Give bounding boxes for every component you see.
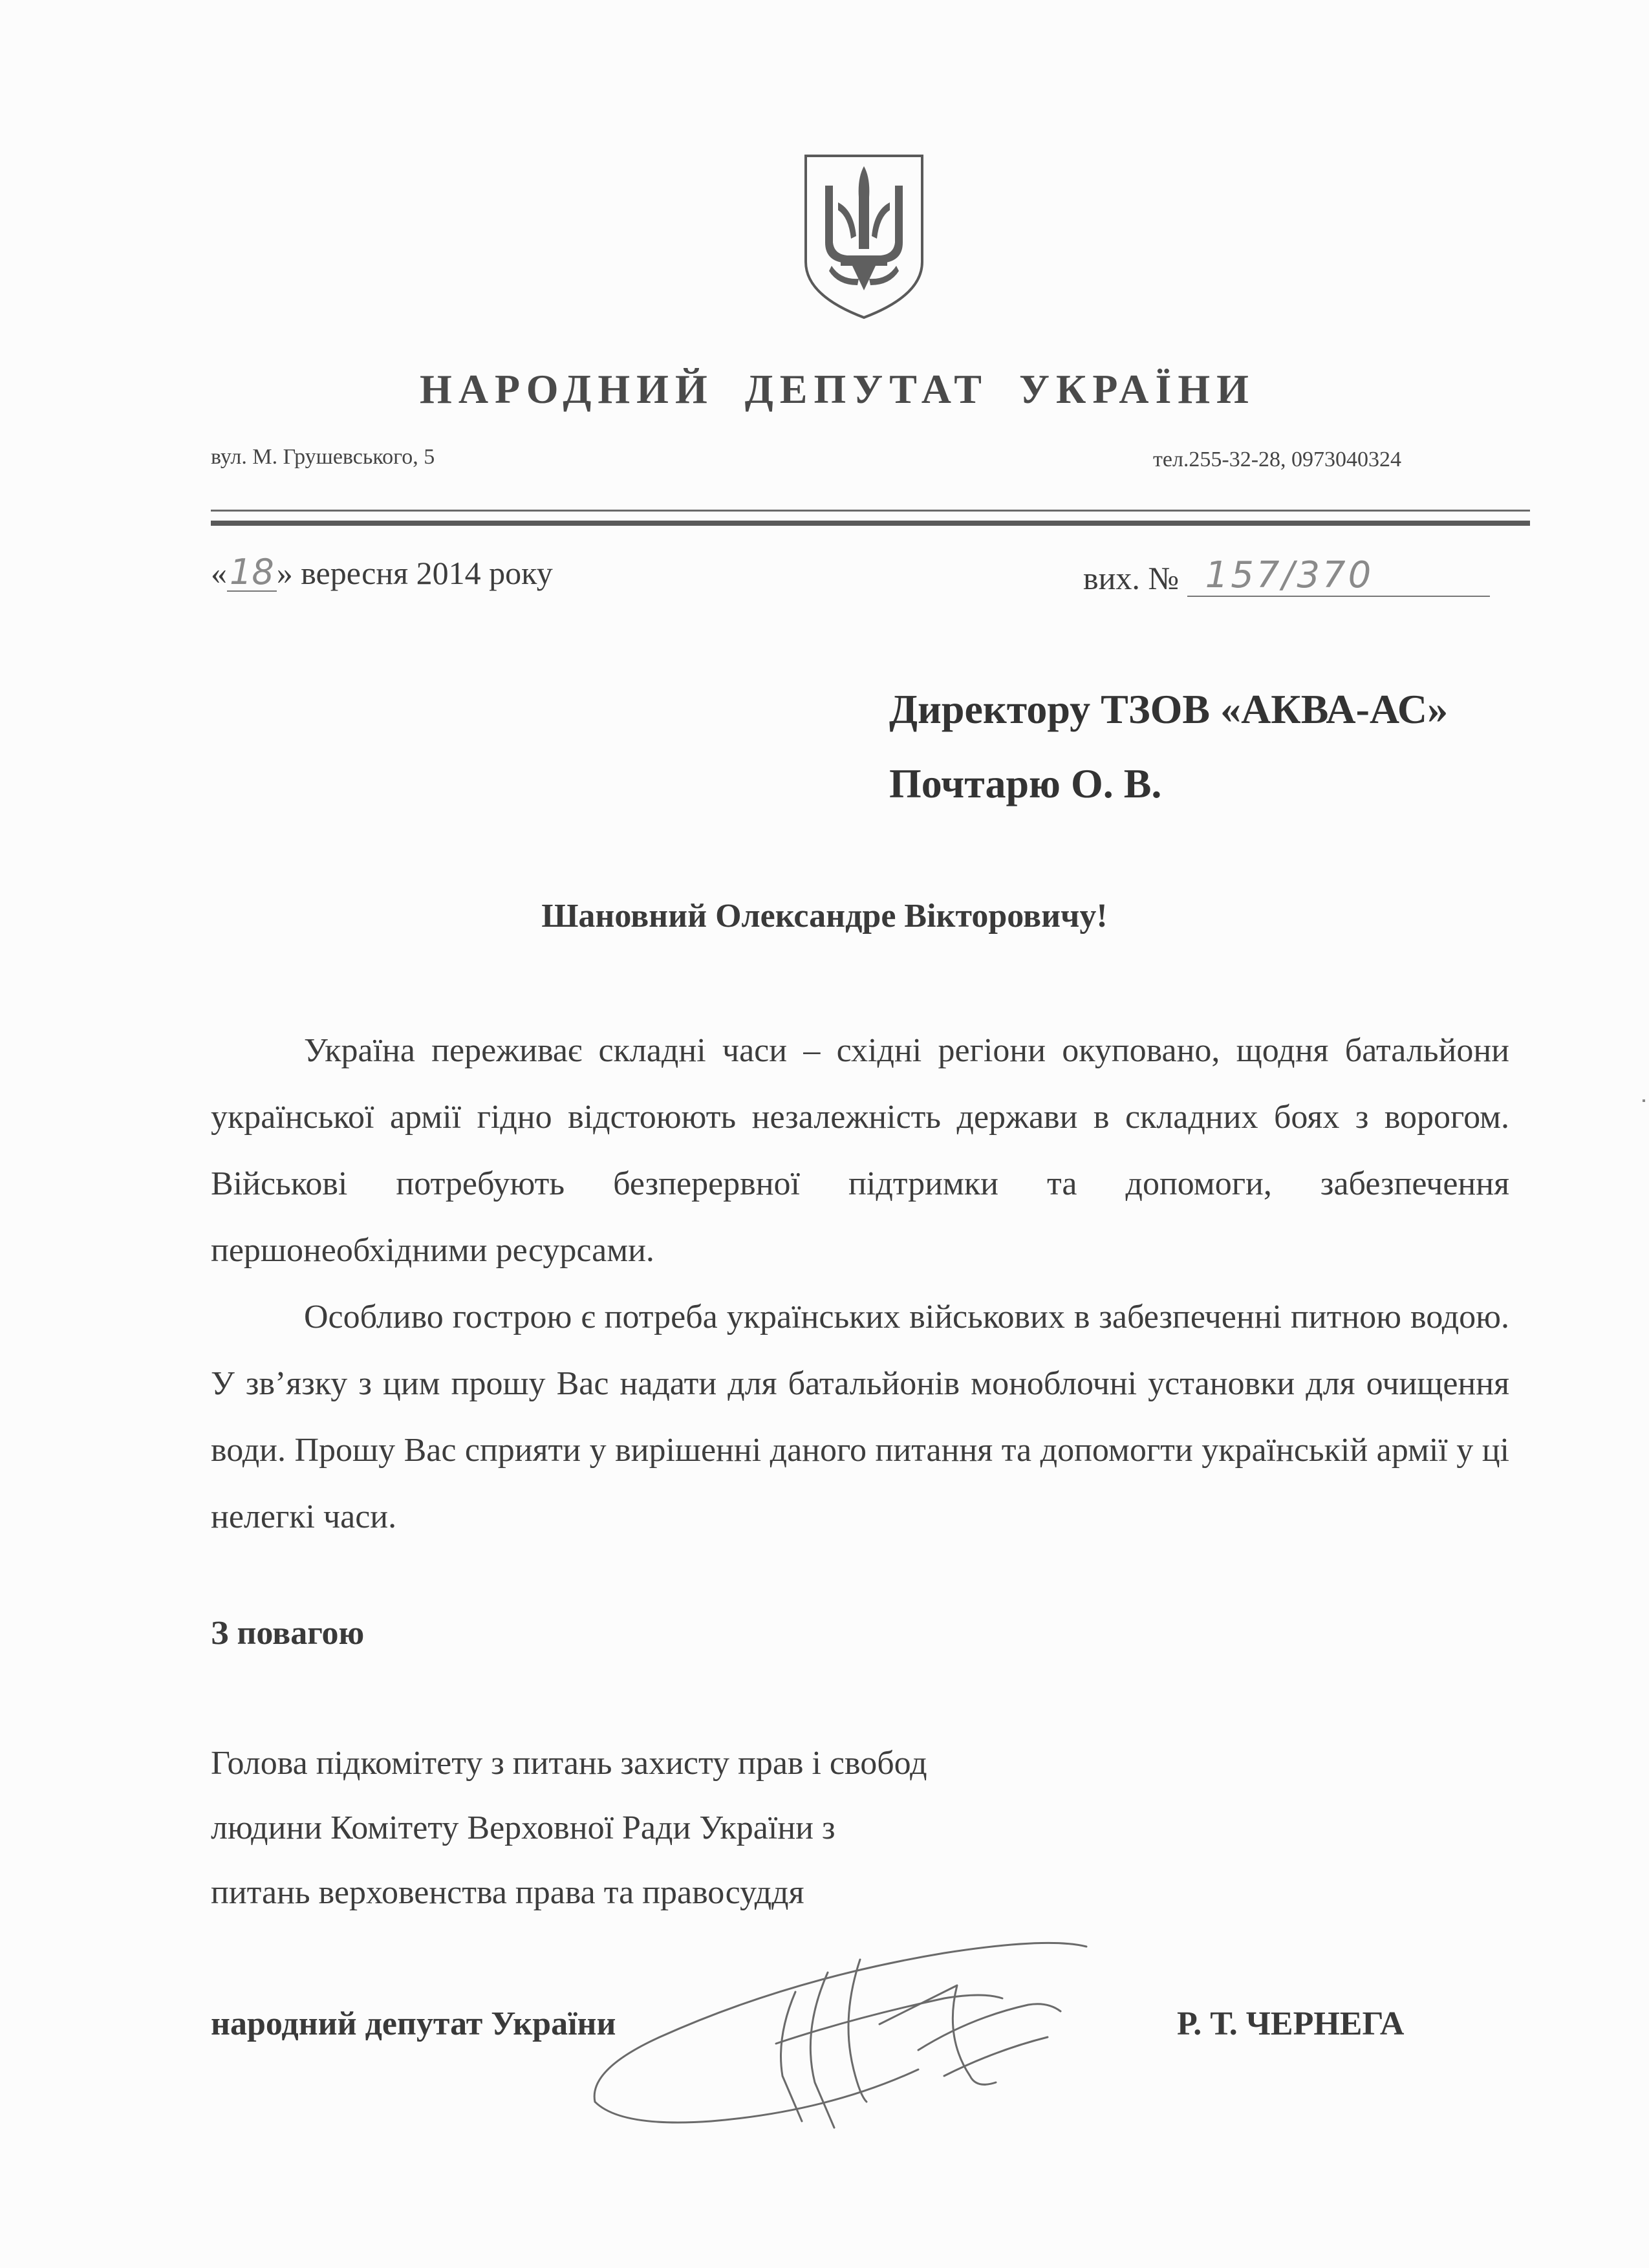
addressee-line-1: Директору ТЗОВ «АКВА-АС»	[889, 686, 1449, 732]
date-line	[211, 554, 553, 592]
outgoing-label: вих. №	[1083, 560, 1187, 596]
handwritten-signature-icon	[582, 1908, 1164, 2154]
letterhead-address: вул. М. Грушевського, 5	[211, 445, 435, 469]
addressee-line-2: Почтарю О. В.	[889, 761, 1162, 806]
scan-speck	[1643, 1099, 1645, 1102]
signer-title: народний депутат України	[211, 2005, 616, 2042]
date-month-year: вересня 2014 року	[292, 555, 553, 591]
date-day-handwritten: 18	[227, 554, 277, 592]
outgoing-reference	[1083, 556, 1490, 597]
signer-position-line-2: людини Комітету Верховної Ради України з	[211, 1809, 835, 1846]
letterhead-title: НАРОДНИЙ ДЕПУТАТ УКРАЇНИ	[420, 366, 1255, 412]
outgoing-number-handwritten: 157/370	[1187, 556, 1490, 597]
trident-coat-of-arms-icon	[802, 152, 926, 320]
signer-name: Р. Т. ЧЕРНЕГА	[1177, 2005, 1405, 2042]
date-open-quote: «	[211, 555, 227, 591]
body-paragraph-2-text: Особливо гострою є потреба українських військових в забезпеченні питною водою. У зв’язку з цим прошу Вас надати для батальйонів моноблочні установки для очищення води. Прошу Вас сприяти у вирішенні даного питання та допомогти українській армії у ці нелегкі часи.	[211, 1299, 1509, 1535]
letterhead-divider-thick	[211, 521, 1530, 526]
letterhead-phone: тел.255-32-28, 0973040324	[1153, 448, 1402, 471]
closing-regards: З повагою	[211, 1615, 365, 1652]
body-paragraph-2	[211, 1284, 1509, 1550]
signer-position-line-1: Голова підкомітету з питань захисту прав і свобод	[211, 1745, 927, 1782]
date-close-quote: »	[276, 555, 293, 591]
letterhead-divider-thin	[211, 510, 1530, 512]
body-paragraph-1	[211, 1017, 1509, 1284]
body-paragraph-1-text: Україна переживає складні часи – східні регіони окуповано, щодня батальйони української армії гідно відстоюють незалежність держави в складних боях з ворогом. Військові потребують безперервної підтримки та допомоги, забезпечення першонеобхідними ресурсами.	[211, 1032, 1509, 1269]
salutation: Шановний Олександре Вікторовичу!	[541, 898, 1108, 934]
signer-position-line-3: питань верховенства права та правосуддя	[211, 1874, 804, 1911]
